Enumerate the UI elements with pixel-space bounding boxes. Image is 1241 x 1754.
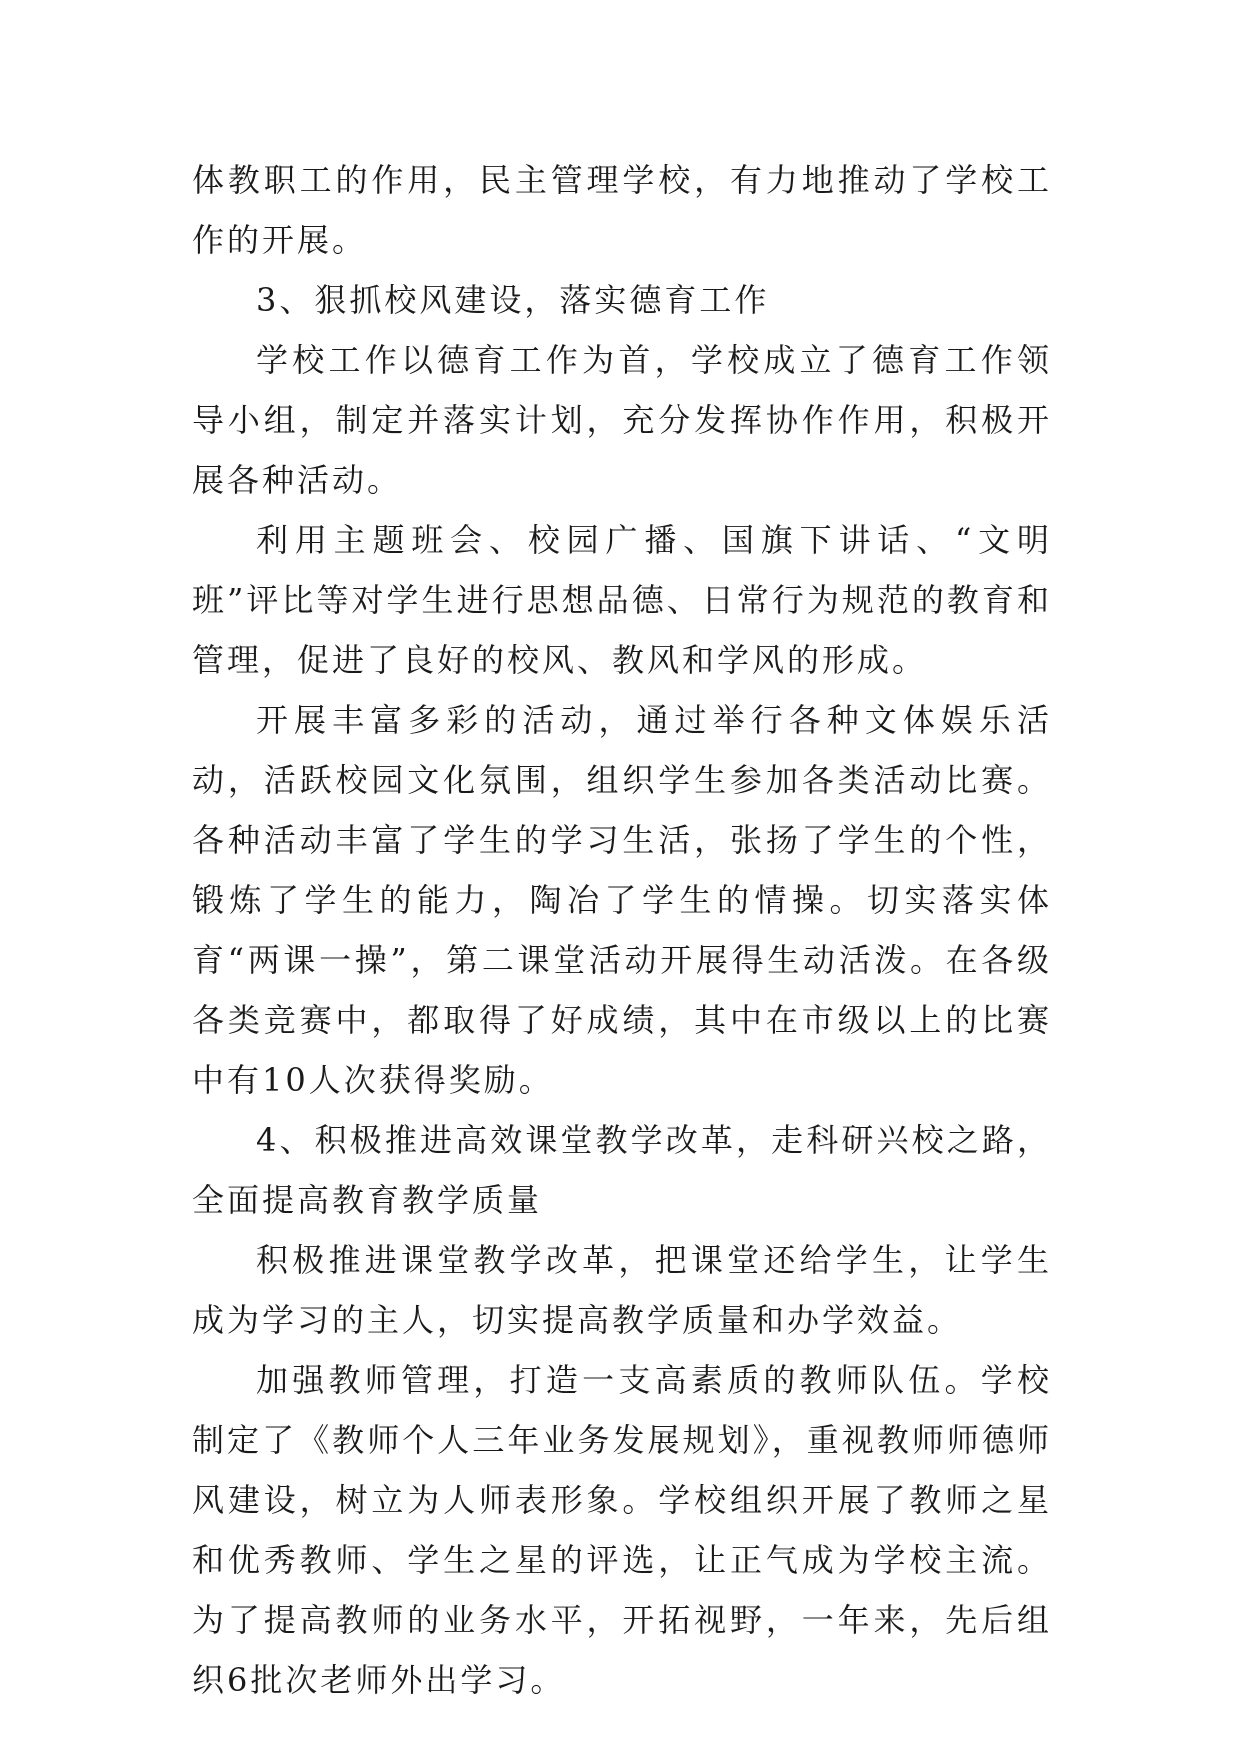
paragraph-5: 开展丰富多彩的活动，通过举行各种文体娱乐活动，活跃校园文化氛围，组织学生参加各类活动比赛。各种活动丰富了学生的学习生活，张扬了学生的个性，锻炼了学生的能力，陶冶了学生的情操。切实落实体育“两课一操”，第二课堂活动开展得生动活泼。在各级各类竞赛中，都取得了好成绩，其中在市级以上的比赛中有10人次获得奖励。 — [192, 701, 1052, 1099]
paragraph-7: 积极推进课堂教学改革，把课堂还给学生，让学生成为学习的主人，切实提高教学质量和办学效益。 — [192, 1241, 1052, 1339]
paragraph-8: 加强教师管理，打造一支高素质的教师队伍。学校制定了《教师个人三年业务发展规划》，重视教师师德师风建设，树立为人师表形象。学校组织开展了教师之星和优秀教师、学生之星的评选，让正气成为学校主流。为了提高教师的业务水平，开拓视野，一年来，先后组织6批次老师外出学习。 — [192, 1361, 1052, 1699]
section-heading-3: 3、狠抓校风建设，落实德育工作 — [256, 281, 770, 319]
paragraph-1: 体教职工的作用，民主管理学校，有力地推动了学校工作的开展。 — [192, 161, 1052, 259]
section-heading-4: 4、积极推进高效课堂教学改革，走科研兴校之路，全面提高教育教学质量 — [192, 1121, 1052, 1219]
document-page — [192, 150, 1052, 1710]
paragraph-4: 利用主题班会、校园广播、国旗下讲话、“文明班”评比等对学生进行思想品德、日常行为规范的教育和管理，促进了良好的校风、教风和学风的形成。 — [192, 521, 1052, 679]
paragraph-3: 学校工作以德育工作为首，学校成立了德育工作领导小组，制定并落实计划，充分发挥协作作用，积极开展各种活动。 — [192, 341, 1052, 499]
